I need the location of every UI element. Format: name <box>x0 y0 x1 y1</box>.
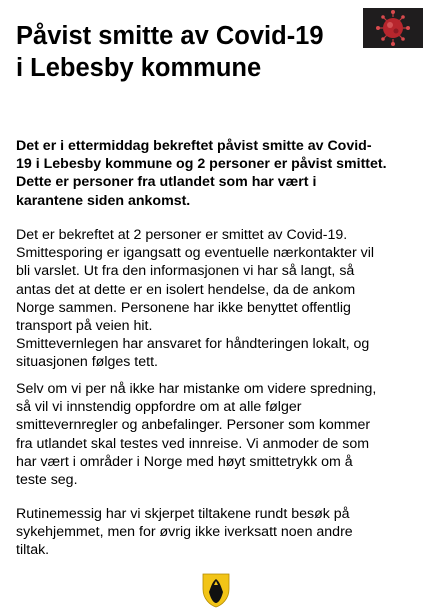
paragraph-line: situasjonen følges tett. <box>16 354 158 371</box>
document-title <box>16 20 366 84</box>
lead-line: karantene siden ankomst. <box>16 192 191 209</box>
paragraph-line: smittevernregler og anbefalinger. Personer som kommer <box>16 417 371 434</box>
paragraph-line: så vil vi innstendig oppfordre om at alle følger <box>16 399 302 416</box>
paragraph-line: Selv om vi per nå ikke har mistanke om videre spredning, <box>16 381 377 397</box>
paragraph-line: fra utlandet skal testes ved innreise. Vi anmoder de som <box>16 435 370 452</box>
paragraph-line: bli varslet. Ut fra den informasjonen vi har så langt, så <box>16 263 355 280</box>
paragraph-line: har vært i områder i Norge med høyt smittetrykk om å <box>16 453 353 470</box>
paragraph-line: Rutinemessig har vi skjerpet tiltakene rundt besøk på <box>16 506 350 522</box>
title-line: Påvist smitte av Covid-19 <box>16 22 324 50</box>
paragraph-line: sykehjemmet, men for øvrig ikke iverksatt noen andre <box>16 524 353 541</box>
paragraph-line: Norge sammen. Personene har ikke benyttet offentlig <box>16 299 351 316</box>
lead-line: Dette er personer fra utlandet som har vært i <box>16 174 317 191</box>
paragraph-2 <box>16 380 426 489</box>
paragraph-line: teste seg. <box>16 472 78 489</box>
coronavirus-icon <box>363 8 423 48</box>
paragraph-line: tiltak. <box>16 542 50 559</box>
paragraph-line: Smittesporing er igangsatt og eventuelle nærkontakter vil <box>16 245 375 262</box>
title-line: i Lebesby kommune <box>16 54 262 82</box>
lead-line: Det er i ettermiddag bekreftet påvist smitte av Covid- <box>16 138 372 154</box>
lead-line: 19 i Lebesby kommune og 2 personer er påvist smittet. <box>16 156 387 173</box>
paragraph-line: Det er bekreftet at 2 personer er smittet av Covid-19. <box>16 227 348 243</box>
paragraph-3 <box>16 505 426 560</box>
municipal-coat-of-arms-icon <box>201 572 231 608</box>
paragraph-1 <box>16 226 426 372</box>
paragraph-line: antas det at dette er en isolert hendelse, da de ankom <box>16 281 356 298</box>
paragraph-line: transport på veien hit. <box>16 318 153 335</box>
paragraph-line: Smittevernlegen har ansvaret for håndteringen lokalt, og <box>16 336 370 353</box>
lead-paragraph <box>16 137 424 210</box>
